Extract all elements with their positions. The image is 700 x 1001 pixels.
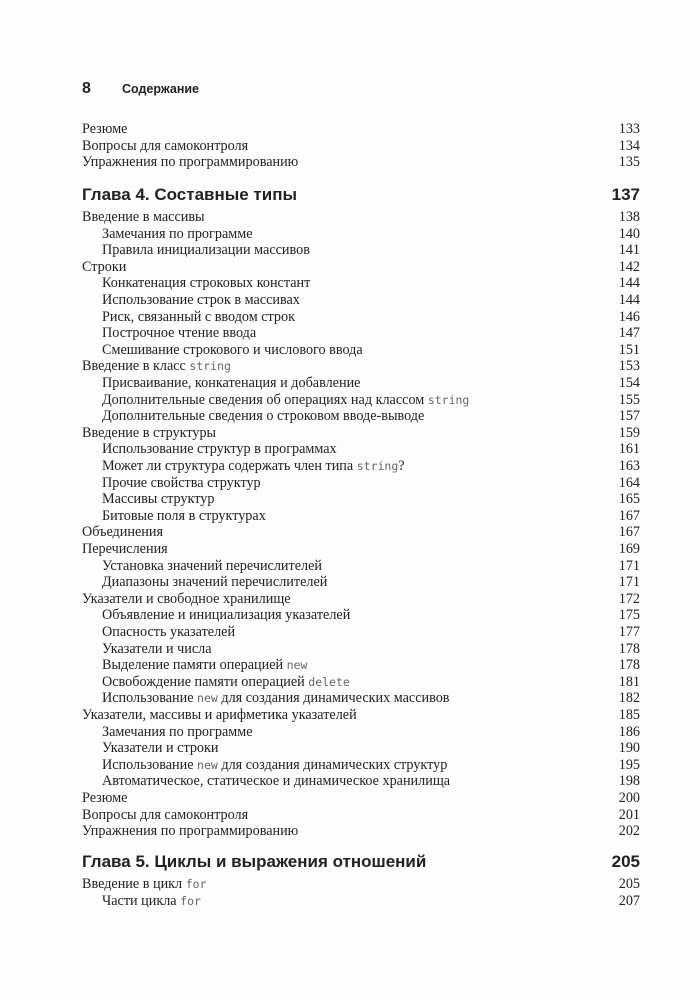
entry-page: 135 xyxy=(618,154,640,171)
toc-entry[interactable] xyxy=(82,138,640,155)
toc-entry[interactable] xyxy=(102,893,640,910)
toc-entry[interactable] xyxy=(82,154,640,171)
chapter-page: 205 xyxy=(611,852,640,871)
entry-page: 201 xyxy=(618,806,640,823)
entry-title: Части цикла xyxy=(102,892,181,909)
entry-page: 202 xyxy=(618,823,640,840)
toc-entry[interactable] xyxy=(102,724,640,741)
toc-entry[interactable] xyxy=(82,876,640,893)
entry-page: 169 xyxy=(618,541,640,557)
toc-entry[interactable] xyxy=(102,657,640,674)
toc-entry[interactable] xyxy=(82,358,640,375)
entry-title: Указатели и числа xyxy=(102,640,212,657)
toc-entry[interactable] xyxy=(102,740,640,757)
entry-title: Использование xyxy=(102,690,198,707)
entry-code-term: for xyxy=(180,893,201,908)
entry-code-term: for xyxy=(185,877,207,891)
toc-entry[interactable] xyxy=(102,292,640,309)
toc-entry[interactable] xyxy=(102,607,640,624)
toc-entry[interactable] xyxy=(82,259,640,276)
toc-entry[interactable] xyxy=(82,541,640,558)
entry-title-suffix: для создания динамических массивов xyxy=(217,690,450,707)
entry-page: 144 xyxy=(618,275,640,292)
chapter-title: Глава 4. Составные типы xyxy=(82,185,297,204)
entry-page: 167 xyxy=(618,507,640,524)
toc-entry[interactable] xyxy=(102,508,640,525)
toc-entry[interactable] xyxy=(102,458,640,475)
entry-title: Введение в цикл xyxy=(82,876,186,892)
entry-page: 144 xyxy=(618,292,640,308)
entry-page: 151 xyxy=(618,341,640,358)
entry-code-term: string xyxy=(427,392,470,407)
entry-title: Прочие свойства структур xyxy=(102,474,261,491)
entry-title: Риск, связанный с вводом строк xyxy=(102,308,296,325)
entry-title: Резюме xyxy=(82,121,128,137)
toc-entry[interactable] xyxy=(82,790,640,807)
entry-title: Указатели, массивы и арифметика указателей xyxy=(82,707,357,723)
entry-page: 195 xyxy=(618,756,640,773)
entry-title: Перечисления xyxy=(82,541,168,557)
entry-page: 133 xyxy=(618,121,640,137)
entry-title: Конкатенация строковых констант xyxy=(102,275,311,292)
entry-title: Битовые поля в структурах xyxy=(102,507,266,524)
entry-title-suffix: ? xyxy=(398,458,405,474)
entry-code-term: new xyxy=(197,691,218,706)
toc-entry[interactable] xyxy=(102,690,640,707)
entry-page: 153 xyxy=(618,358,640,375)
entry-page: 172 xyxy=(618,590,640,607)
entry-title: Указатели и свободное хранилище xyxy=(82,590,291,607)
entry-title: Присваивание, конкатенация и добавление xyxy=(102,375,361,391)
entry-page: 198 xyxy=(618,773,640,790)
entry-title: Резюме xyxy=(82,790,128,806)
toc-entry[interactable] xyxy=(102,757,640,774)
entry-page: 190 xyxy=(618,740,640,757)
entry-title: Автоматическое, статическое и динамическое хранилища xyxy=(102,773,451,790)
entry-code-term: string xyxy=(189,359,231,374)
chapter-5-heading[interactable] xyxy=(82,852,640,872)
entry-page: 182 xyxy=(618,690,640,707)
entry-title: Введение в класс xyxy=(82,358,190,375)
entry-title: Упражнения по программированию xyxy=(82,154,299,171)
entry-page: 154 xyxy=(618,375,640,391)
toc-entry[interactable] xyxy=(82,591,640,608)
entry-title: Правила инициализации массивов xyxy=(102,242,310,259)
toc-entry[interactable] xyxy=(82,209,640,226)
toc-entry[interactable] xyxy=(102,375,640,392)
entry-page: 157 xyxy=(618,408,640,425)
toc-entry[interactable] xyxy=(102,408,640,425)
entry-title: Смешивание строкового и числового ввода xyxy=(102,341,363,358)
entry-title: Установка значений перечислителей xyxy=(102,557,322,574)
running-header xyxy=(82,80,200,98)
entry-page: 141 xyxy=(618,242,640,259)
chapter-page: 137 xyxy=(611,185,640,204)
entry-title: Объединения xyxy=(82,524,163,541)
entry-page: 177 xyxy=(618,624,640,640)
toc-entry[interactable] xyxy=(82,823,640,840)
toc-entry[interactable] xyxy=(102,558,640,575)
toc-entry[interactable] xyxy=(102,242,640,259)
entry-page: 178 xyxy=(618,657,640,674)
entry-title: Массивы структур xyxy=(102,491,215,508)
toc-entry[interactable] xyxy=(102,441,640,458)
entry-title: Введение в массивы xyxy=(82,209,205,225)
entry-title: Дополнительные сведения о строковом вводе-выводе xyxy=(102,408,425,425)
entry-title: Строки xyxy=(82,258,127,275)
toc-entry[interactable] xyxy=(102,624,640,641)
entry-page: 161 xyxy=(618,441,640,458)
entry-title: Дополнительные сведения об операциях над классом xyxy=(102,391,428,408)
entry-page: 205 xyxy=(618,876,640,892)
toc-entry[interactable] xyxy=(82,425,640,442)
toc-entry[interactable] xyxy=(102,491,640,508)
toc-entry[interactable] xyxy=(102,674,640,691)
entry-page: 175 xyxy=(618,607,640,624)
toc-entry[interactable] xyxy=(102,275,640,292)
toc-entry[interactable] xyxy=(82,524,640,541)
entry-page: 181 xyxy=(618,673,640,690)
toc-entry[interactable] xyxy=(102,475,640,492)
entry-page: 165 xyxy=(618,491,640,508)
toc-entry[interactable] xyxy=(102,309,640,326)
chapter-4-heading[interactable] xyxy=(82,185,640,205)
toc-entry[interactable] xyxy=(102,574,640,591)
entry-page: 155 xyxy=(618,391,640,408)
page-number: 8 xyxy=(82,80,91,97)
entry-page: 146 xyxy=(618,308,640,325)
entry-code-term: delete xyxy=(308,674,350,689)
entry-title: Упражнения по программированию xyxy=(82,823,299,840)
entry-page: 171 xyxy=(618,574,640,591)
entry-title: Использование структур в программах xyxy=(102,441,337,458)
entry-title: Построчное чтение ввода xyxy=(102,325,257,342)
toc-entry[interactable] xyxy=(102,325,640,342)
entry-title: Замечания по программе xyxy=(102,225,253,242)
entry-page: 134 xyxy=(618,137,640,154)
running-title: Содержание xyxy=(122,82,200,96)
entry-title: Вопросы для самоконтроля xyxy=(82,806,249,823)
entry-page: 163 xyxy=(618,458,640,474)
entry-title-suffix: для создания динамических структур xyxy=(217,756,448,773)
entry-page: 140 xyxy=(618,225,640,242)
toc-entry[interactable] xyxy=(82,707,640,724)
entry-title: Опасность указателей xyxy=(102,624,236,640)
entry-title: Освобождение памяти операцией xyxy=(102,673,309,690)
entry-title: Вопросы для самоконтроля xyxy=(82,137,249,154)
entry-page: 159 xyxy=(618,424,640,441)
entry-page: 207 xyxy=(618,892,640,909)
entry-title: Замечания по программе xyxy=(102,723,253,740)
entry-page: 164 xyxy=(618,474,640,491)
toc-entry[interactable] xyxy=(82,121,640,138)
entry-code-term: string xyxy=(356,459,399,473)
toc-entry[interactable] xyxy=(102,392,640,409)
entry-title: Выделение памяти операцией xyxy=(102,657,287,674)
entry-title: Объявление и инициализация указателей xyxy=(102,607,351,624)
entry-page: 186 xyxy=(618,723,640,740)
entry-page: 138 xyxy=(618,209,640,225)
toc-entry[interactable] xyxy=(102,773,640,790)
entry-title: Введение в структуры xyxy=(82,424,217,441)
entry-title: Использование строк в массивах xyxy=(102,292,300,308)
entry-page: 178 xyxy=(618,640,640,657)
entry-page: 147 xyxy=(618,325,640,342)
toc-entry[interactable] xyxy=(82,807,640,824)
entry-code-term: new xyxy=(286,658,308,673)
toc-entry[interactable] xyxy=(102,226,640,243)
entry-title: Диапазоны значений перечислителей xyxy=(102,574,328,591)
chapter-title: Глава 5. Циклы и выражения отношений xyxy=(82,852,427,871)
entry-page: 142 xyxy=(618,258,640,275)
entry-page: 167 xyxy=(618,524,640,541)
entry-page: 171 xyxy=(618,557,640,574)
entry-page: 185 xyxy=(618,707,640,723)
toc-entry[interactable] xyxy=(102,641,640,658)
toc-entry[interactable] xyxy=(102,342,640,359)
entry-title: Может ли структура содержать член типа xyxy=(102,458,357,474)
entry-title: Использование xyxy=(102,756,198,773)
entry-code-term: new xyxy=(197,757,218,772)
entry-title: Указатели и строки xyxy=(102,740,219,757)
entry-page: 200 xyxy=(618,790,640,806)
